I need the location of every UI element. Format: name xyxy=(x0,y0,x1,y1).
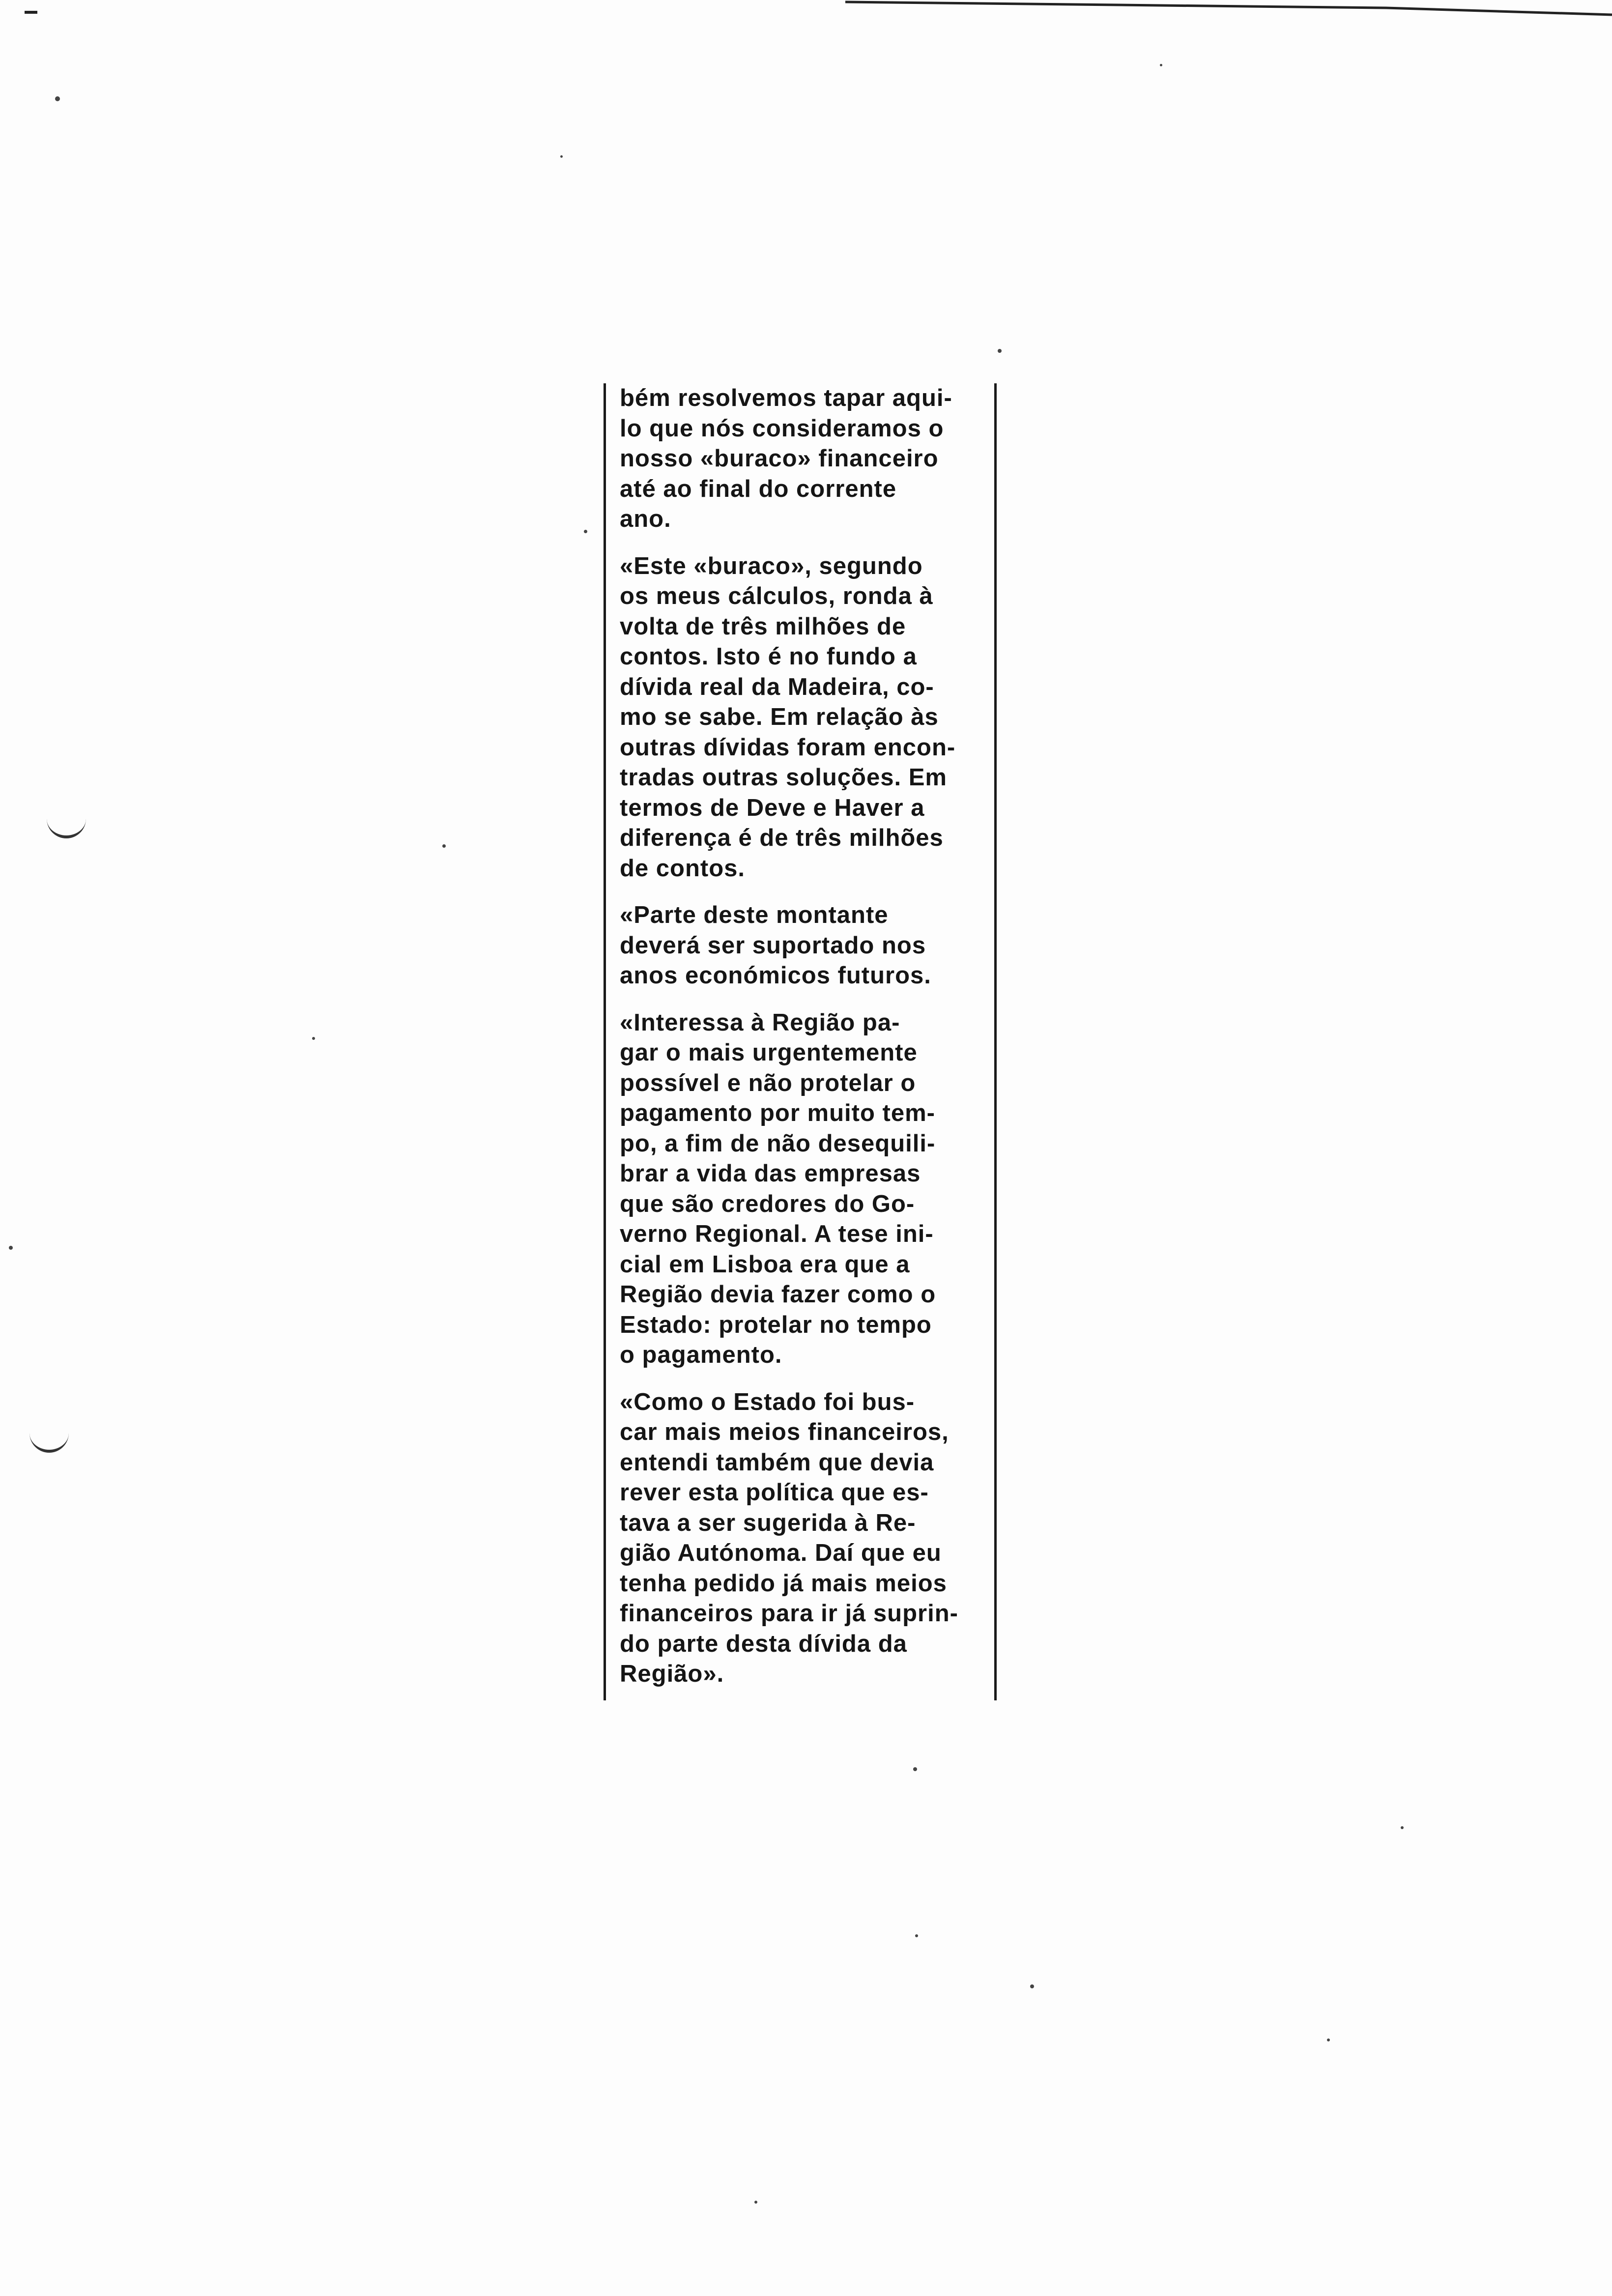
article-text-line: pagamento por muito tem- xyxy=(620,1100,935,1126)
scan-speck xyxy=(913,1767,917,1771)
article-text-line: ano. xyxy=(620,506,671,532)
article-text-line: gião Autónoma. Daí que eu xyxy=(620,1540,942,1566)
scan-corner-mark xyxy=(25,11,37,14)
scan-speck xyxy=(584,530,587,533)
scan-speck xyxy=(312,1037,315,1040)
scan-speck xyxy=(1327,2038,1330,2041)
article-text-line: «Este «buraco», segundo xyxy=(620,552,923,579)
article-text-line: verno Regional. A tese ini- xyxy=(620,1221,934,1247)
article-body xyxy=(620,383,985,1690)
article-text-line: possível e não protelar o xyxy=(620,1069,916,1096)
article-text-line: que são credores do Go- xyxy=(620,1190,915,1217)
article-text-line: os meus cálculos, ronda à xyxy=(620,583,933,609)
article-text-line: «Como o Estado foi bus- xyxy=(620,1388,915,1415)
article-text-line: Estado: protelar no tempo xyxy=(620,1311,932,1338)
article-text-line: deverá ser suportado nos xyxy=(620,932,926,959)
article-text-line: rever esta política que es- xyxy=(620,1479,929,1506)
article-text-line: Região». xyxy=(620,1661,724,1687)
article-paragraph xyxy=(620,1387,985,1690)
article-text-line: bém resolvemos tapar aqui- xyxy=(620,385,952,411)
article-text-line: diferença é de três milhões xyxy=(620,825,944,851)
scan-speck xyxy=(915,1934,918,1937)
article-text-line: financeiros para ir já suprin- xyxy=(620,1600,958,1627)
article-text-line: o pagamento. xyxy=(620,1342,782,1368)
scan-speck xyxy=(55,96,60,101)
scan-speck xyxy=(754,2201,757,2204)
article-text-line: de contos. xyxy=(620,855,746,882)
article-text-line: lo que nós consideramos o xyxy=(620,415,944,442)
article-paragraph xyxy=(620,383,985,535)
scan-speck xyxy=(9,1246,13,1250)
article-text-line: mo se sabe. Em relação às xyxy=(620,704,939,730)
article-text-line: do parte desta dívida da xyxy=(620,1630,907,1657)
article-text-line: nosso «buraco» financeiro xyxy=(620,445,939,472)
scan-top-edge xyxy=(845,0,1612,20)
article-text-line: «Interessa à Região pa- xyxy=(620,1009,900,1036)
article-paragraph xyxy=(620,1008,985,1371)
scan-speck xyxy=(998,349,1002,353)
article-text-line: anos económicos futuros. xyxy=(620,962,931,989)
article-text-line: po, a fim de não desequili- xyxy=(620,1130,936,1157)
article-text-line: tradas outras soluções. Em xyxy=(620,764,947,791)
scan-speck xyxy=(1160,64,1162,66)
article-text-line: entendi também que devia xyxy=(620,1449,934,1476)
scan-speck xyxy=(1030,1984,1034,1988)
scan-speck xyxy=(560,155,563,158)
article-text-line: tava a ser sugerida à Re- xyxy=(620,1509,916,1536)
article-text-line: volta de três milhões de xyxy=(620,613,906,640)
newspaper-clipping-column xyxy=(604,383,997,1700)
article-text-line: até ao final do corrente xyxy=(620,475,897,502)
article-text-line: contos. Isto é no fundo a xyxy=(620,643,917,670)
punch-hole-mark-upper xyxy=(47,816,86,838)
article-text-line: dívida real da Madeira, co- xyxy=(620,673,934,700)
article-text-line: Região devia fazer como o xyxy=(620,1281,936,1308)
article-text-line: tenha pedido já mais meios xyxy=(620,1570,947,1597)
article-text-line: gar o mais urgentemente xyxy=(620,1039,918,1066)
article-paragraph xyxy=(620,900,985,991)
article-text-line: termos de Deve e Haver a xyxy=(620,794,925,821)
scan-speck xyxy=(1401,1826,1404,1829)
article-text-line: cial em Lisboa era que a xyxy=(620,1251,910,1278)
article-text-line: «Parte deste montante xyxy=(620,902,889,928)
article-text-line: outras dívidas foram encon- xyxy=(620,734,956,761)
punch-hole-mark-lower xyxy=(29,1430,69,1453)
article-paragraph xyxy=(620,551,985,884)
article-text-line: car mais meios financeiros, xyxy=(620,1419,949,1445)
article-text-line: brar a vida das empresas xyxy=(620,1160,921,1187)
scan-speck xyxy=(442,844,446,848)
